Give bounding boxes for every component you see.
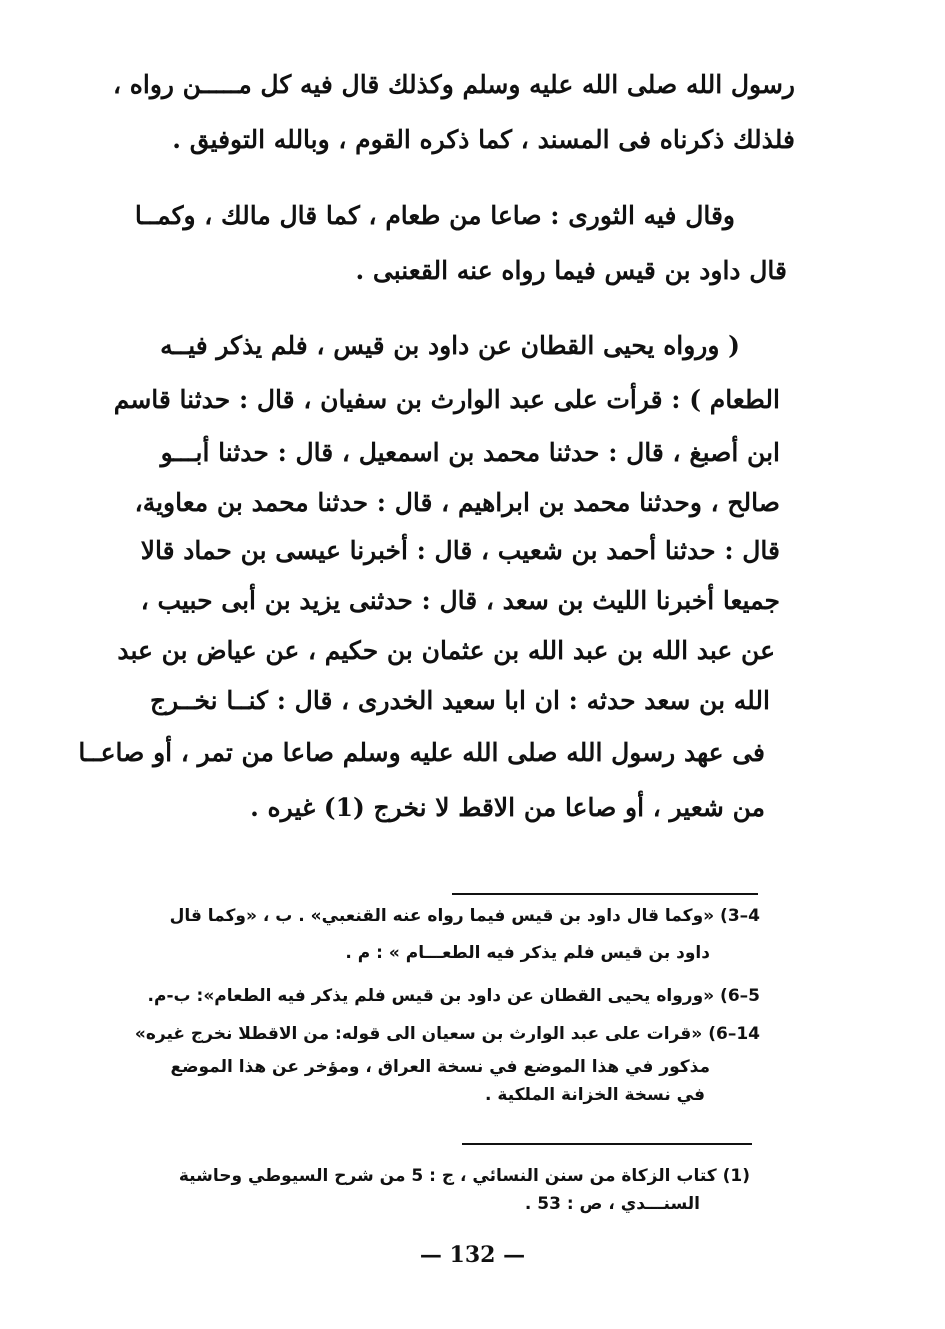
main-text-line: قال : حدثنا أحمد بن شعيب ، قال : أخبرنا عيسى بن حماد قالا [140,536,780,565]
variant-note-line: 5–6) «ورواه يحيى القطان عن داود بن قيس فلم يذكر فيه الطعام»: ب-م. [147,986,760,1006]
source-note-separator [462,1143,752,1145]
main-text-line: فى عهد رسول الله صلى الله عليه وسلم صاعا من تمر ، أو صاعــا [78,738,765,767]
page-number: — 132 — [419,1242,526,1268]
main-text-line: من شعير ، أو صاعا من الاقط لا نخرج (1) غيره . [250,793,765,822]
main-text-line: قال داود بن قيس فيما رواه عنه القعنبى . [355,256,787,285]
variant-note-line: 4–3) «وكما قال داود بن قيس فيما رواه عنه القنعبي» . ب ، «وكما قال [169,906,760,926]
main-text-line: صالح ، وحدثنا محمد بن ابراهيم ، قال : حدثنا محمد بن معاوية، [134,488,780,517]
main-text-line: عن عبد الله بن عبد الله بن عثمان بن حكيم ، عن عياض بن عبد [117,636,775,665]
main-text-line: وقال فيه الثورى : صاعا من طعام ، كما قال مالك ، وكمــا [134,201,735,230]
main-text-line: الطعام ) : قرأت على عبد الوارث بن سفيان ، قال : حدثنا قاسم [113,385,780,414]
main-text-line: ابن أصبغ ، قال : حدثنا محمد بن اسمعيل ، قال : حدثنا أبـــو [160,438,780,467]
source-note-line: (1) كتاب الزكاة من سنن النسائي ، ج : 5 من شرح السيوطي وحاشية [178,1166,750,1186]
main-text-line: فلذلك ذكرناه فى المسند ، كما ذكره القوم ، وبالله التوفيق . [172,125,795,154]
main-text-line: الله بن سعد حدثه : ان ابا سعيد الخدرى ، قال : كنــا نخــرج [149,686,770,715]
variant-note-line: في نسخة الخزانة الملكية . [485,1085,705,1105]
source-note-line: السنـــدي ، ص : 53 . [524,1194,700,1214]
main-text-line: رسول الله صلى الله عليه وسلم وكذلك قال فيه كل مـــــن رواه ، [113,70,795,99]
variant-note-line: مذكور في هذا الموضع في نسخة العراق ، ومؤخر عن هذا الموضع [170,1057,710,1077]
footnote-separator [452,893,758,895]
variant-note-line: 14–6) «قرات على عبد الوارث بن سعيان الى قوله: من الاقطلا نخرج غيره» [134,1024,760,1044]
variant-note-line: داود بن قيس فلم يذكر فيه الطعـــام » : م . [345,943,710,963]
main-text-line: جميعا أخبرنا الليث بن سعد ، قال : حدثنى يزيد بن أبى حبيب ، [140,586,780,615]
main-text-line: ( ورواه يحيى القطان عن داود بن قيس ، فلم يذكر فيــه [160,331,740,360]
